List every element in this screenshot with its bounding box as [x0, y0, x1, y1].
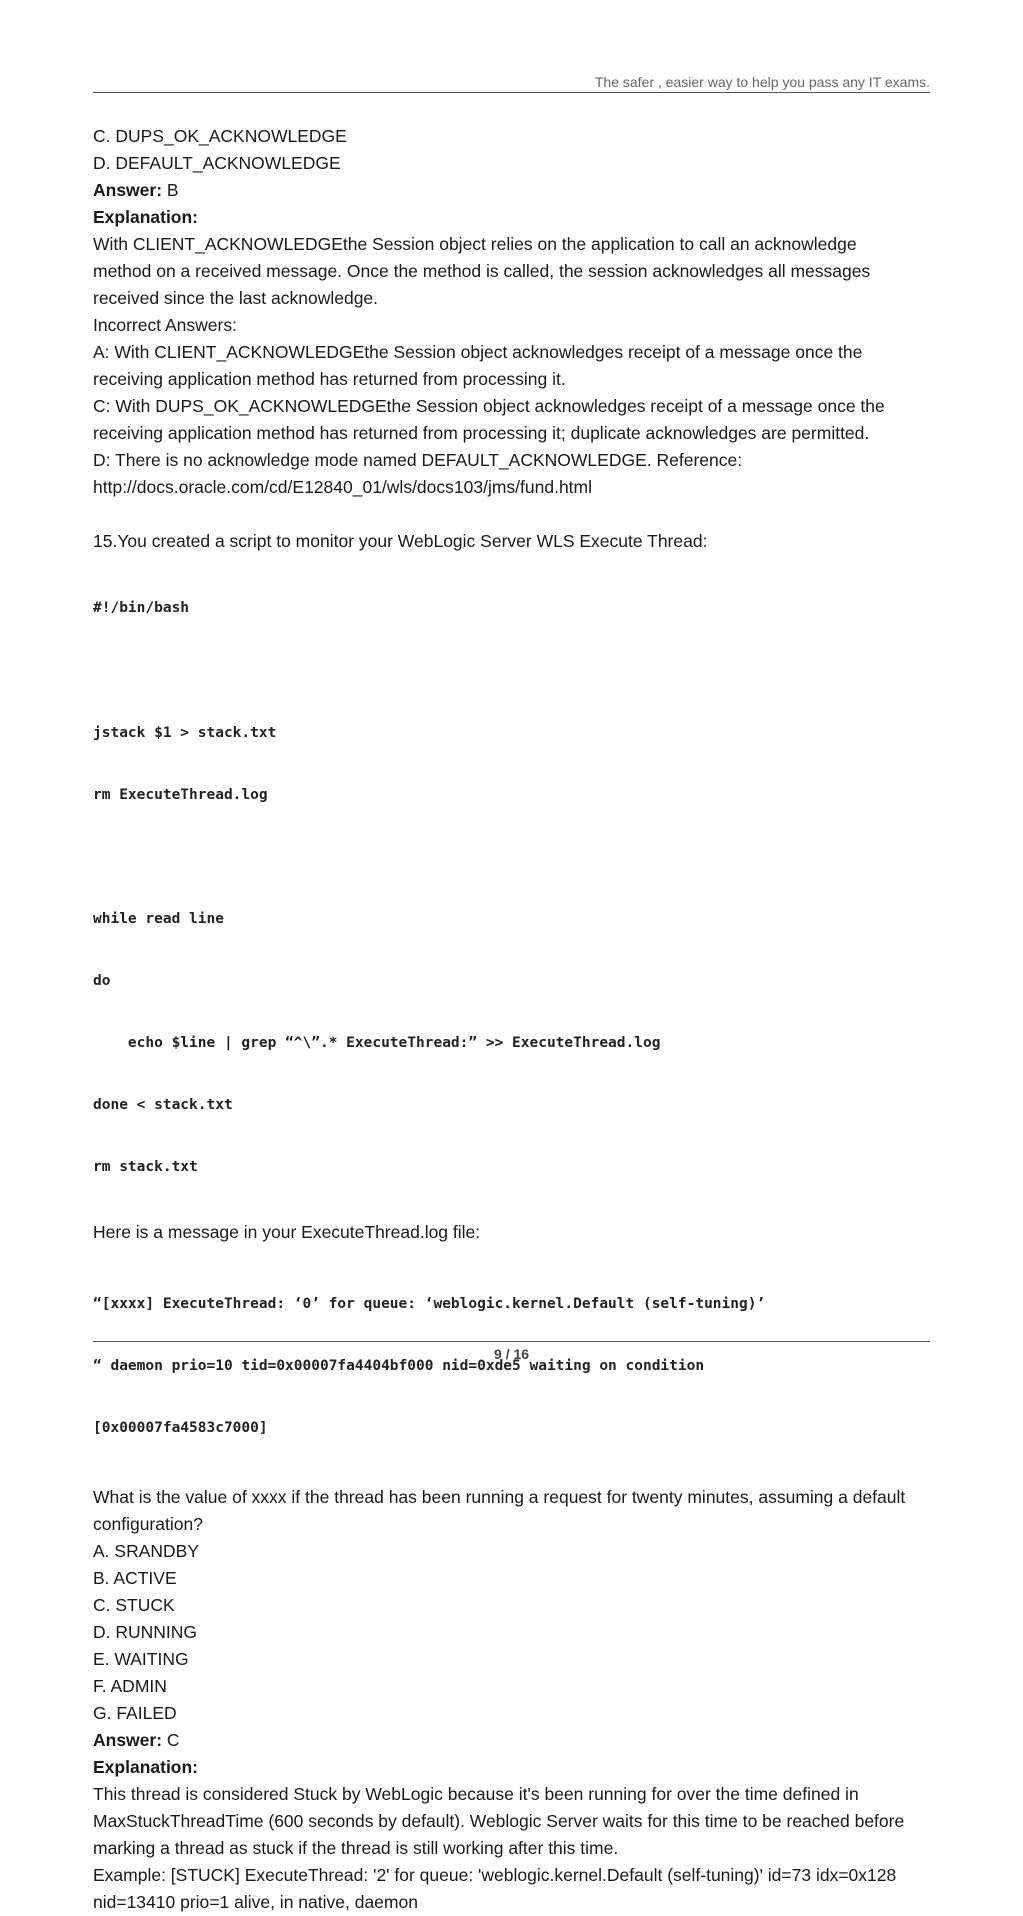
code-line: done < stack.txt [93, 1097, 233, 1114]
code-line: echo $line | grep “^\”.* ExecuteThread:” >> ExecuteThread.log [93, 1035, 661, 1052]
explanation-line: Incorrect Answers: [93, 315, 237, 335]
option-f: F. ADMIN [93, 1676, 167, 1697]
question-line: What is the value of xxxx if the thread has been running a request for twenty minutes, assuming a default [93, 1487, 906, 1508]
option-d: D. DEFAULT_ACKNOWLEDGE [93, 153, 341, 173]
explanation-line: D: There is no acknowledge mode named DEFAULT_ACKNOWLEDGE. Reference: [93, 450, 743, 470]
option-a: A. SRANDBY [93, 1541, 199, 1562]
option-c: C. DUPS_OK_ACKNOWLEDGE [93, 126, 347, 146]
code-line: rm ExecuteThread.log [93, 786, 268, 803]
explanation-line: With CLIENT_ACKNOWLEDGEthe Session object relies on the application to call an acknowledge [93, 234, 857, 254]
code-line: do [93, 973, 111, 990]
explanation-line: receiving application method has returned from processing it; duplicate acknowledges are permitted. [93, 423, 870, 443]
question-15: 15.You created a script to monitor your WebLogic Server WLS Execute Thread: [93, 531, 708, 551]
explanation-line: nid=13410 prio=1 alive, in native, daemon [93, 1892, 418, 1913]
log-code-block [93, 1252, 933, 1480]
option-d: D. RUNNING [93, 1622, 198, 1643]
explanation-line: A: With CLIENT_ACKNOWLEDGEthe Session object acknowledges receipt of a message once the [93, 342, 863, 362]
log-line: “[xxxx] ExecuteThread: ‘0’ for queue: ‘weblogic.kernel.Default (self-tuning)’ [93, 1295, 766, 1312]
explanation-line: receiving application method has returned from processing it. [93, 369, 566, 389]
answer-value: C [162, 1730, 180, 1751]
answer-value: B [162, 180, 179, 200]
answer-line [93, 177, 933, 204]
answer-line [93, 1727, 933, 1754]
option-b: B. ACTIVE [93, 1568, 177, 1589]
option-e: E. WAITING [93, 1649, 189, 1670]
explanation-line: marking a thread as stuck if the thread is still working after this time. [93, 1838, 619, 1859]
header-tagline: The safer , easier way to help you pass any IT exams. [594, 74, 930, 90]
explanation-line: This thread is considered Stuck by WebLogic because it's been running for over the time defined in [93, 1784, 859, 1805]
explanation-line: Example: [STUCK] ExecuteThread: '2' for queue: 'weblogic.kernel.Default (self-tuning)' id=73 idx=0x128 [93, 1865, 897, 1886]
explanation-line: MaxStuckThreadTime (600 seconds by default). Weblogic Server waits for this time to be reached before [93, 1811, 905, 1832]
page-header [93, 72, 930, 93]
answer-label: Answer: [93, 180, 163, 200]
code-line: #!/bin/bash [93, 600, 190, 617]
code-gap [93, 847, 933, 868]
spacer [93, 501, 933, 528]
question-line: configuration? [93, 1514, 203, 1535]
page-content [93, 123, 933, 1916]
explanation-line: received since the last acknowledge. [93, 288, 379, 308]
answer-label: Answer: [93, 1730, 163, 1751]
explanation-label: Explanation: [93, 207, 199, 227]
code-gap [93, 661, 933, 682]
explanation-line: method on a received message. Once the method is called, the session acknowledges all messages [93, 261, 871, 281]
reference-link[interactable]: http://docs.oracle.com/cd/E12840_01/wls/docs103/jms/fund.html [93, 477, 593, 497]
log-intro: Here is a message in your ExecuteThread.log file: [93, 1222, 481, 1243]
page-number: 9 / 16 [493, 1346, 530, 1362]
script-code-block [93, 557, 933, 1219]
page-footer [93, 1341, 930, 1362]
code-line: jstack $1 > stack.txt [93, 724, 277, 741]
option-g: G. FAILED [93, 1703, 177, 1724]
code-line: rm stack.txt [93, 1159, 198, 1176]
code-line: while read line [93, 910, 224, 927]
explanation-line: C: With DUPS_OK_ACKNOWLEDGEthe Session object acknowledges receipt of a message once the [93, 396, 885, 416]
log-line: [0x00007fa4583c7000] [93, 1420, 268, 1437]
log-line: “ daemon prio=10 tid=0x00007fa4404bf000 nid=0xde5 waiting on condition [93, 1357, 705, 1374]
option-c: C. STUCK [93, 1595, 175, 1616]
explanation-label: Explanation: [93, 1757, 199, 1778]
